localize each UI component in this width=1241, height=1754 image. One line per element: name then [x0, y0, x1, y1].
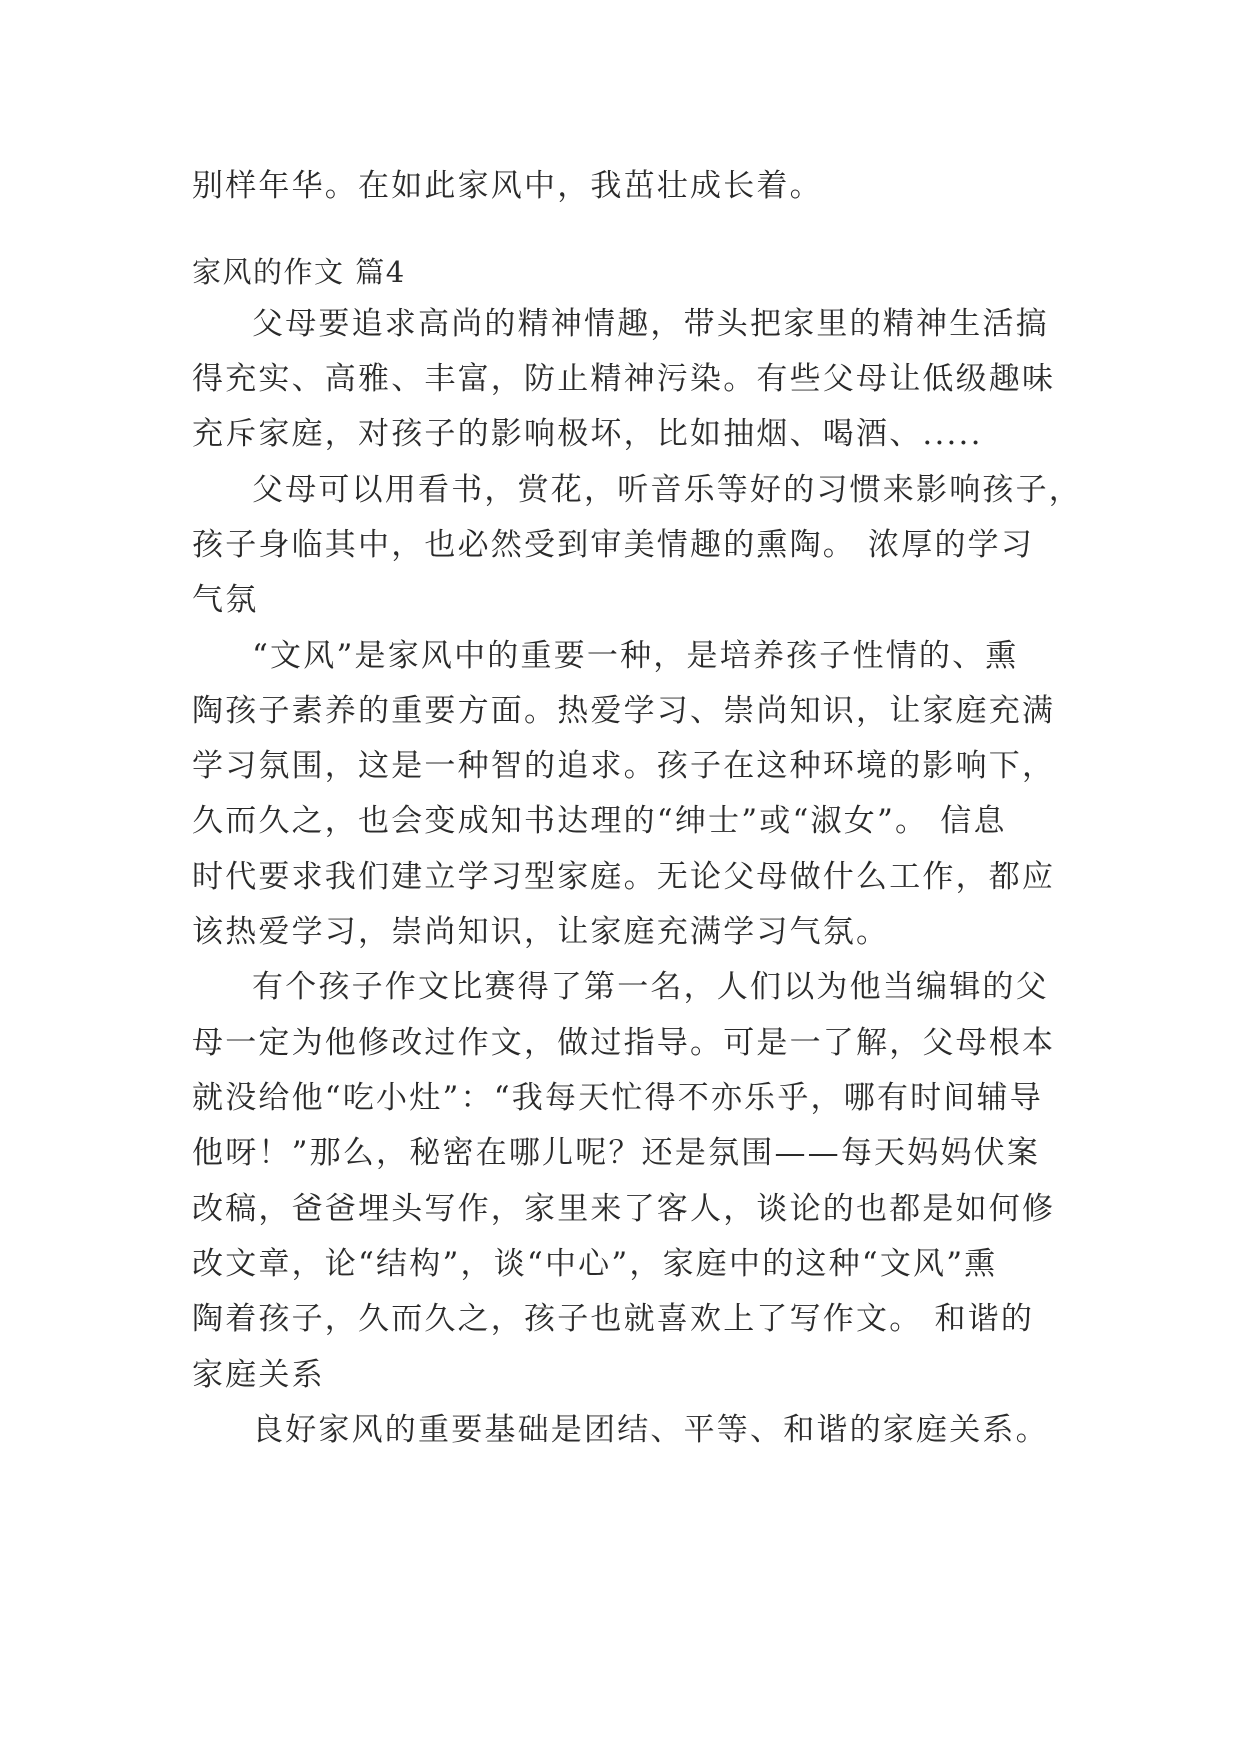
text-line: 有个孩子作文比赛得了第一名，人们以为他当编辑的父 — [252, 969, 1049, 1005]
text-line: 就没给他“吃小灶”：“我每天忙得不亦乐乎，哪有时间辅导 — [192, 1080, 1043, 1116]
text-line: 父母要追求高尚的精神情趣，带头把家里的精神生活搞 — [252, 306, 1049, 342]
text-line: “文风”是家风中的重要一种，是培养孩子性情的、熏 — [252, 638, 1019, 674]
text-line: 父母可以用看书，赏花，听音乐等好的习惯来影响孩子， — [252, 472, 1082, 508]
text-line: 家庭关系 — [192, 1357, 325, 1393]
text-line: 别样年华。在如此家风中，我茁壮成长着。 — [192, 168, 823, 204]
text-line: 得充实、高雅、丰富，防止精神污染。有些父母让低级趣味 — [192, 361, 1056, 397]
section-heading: 家风的作文 篇4 — [192, 255, 406, 289]
text-line: 改文章，论“结构”，谈“中心”，家庭中的这种“文风”熏 — [192, 1246, 998, 1282]
text-line: 改稿，爸爸埋头写作，家里来了客人，谈论的也都是如何修 — [192, 1191, 1056, 1227]
text-line: 充斥家庭，对孩子的影响极坏，比如抽烟、喝酒、..... — [192, 416, 983, 452]
text-line: 孩子身临其中，也必然受到审美情趣的熏陶。 浓厚的学习 — [192, 527, 1035, 563]
text-line: 时代要求我们建立学习型家庭。无论父母做什么工作，都应 — [192, 859, 1056, 895]
text-line: 气氛 — [192, 582, 259, 618]
text-line: 他呀！”那么，秘密在哪儿呢？还是氛围——每天妈妈伏案 — [192, 1135, 1041, 1171]
text-line: 久而久之，也会变成知书达理的“绅士”或“淑女”。 信息 — [192, 803, 1007, 839]
text-line: 良好家风的重要基础是团结、平等、和谐的家庭关系。 — [252, 1412, 1049, 1448]
text-line: 陶着孩子，久而久之，孩子也就喜欢上了写作文。 和谐的 — [192, 1301, 1035, 1337]
text-line: 学习氛围，这是一种智的追求。孩子在这种环境的影响下， — [192, 748, 1056, 784]
text-line: 陶孩子素养的重要方面。热爱学习、崇尚知识，让家庭充满 — [192, 693, 1056, 729]
text-line: 该热爱学习，崇尚知识，让家庭充满学习气氛。 — [192, 914, 890, 950]
text-line: 母一定为他修改过作文，做过指导。可是一了解，父母根本 — [192, 1025, 1056, 1061]
